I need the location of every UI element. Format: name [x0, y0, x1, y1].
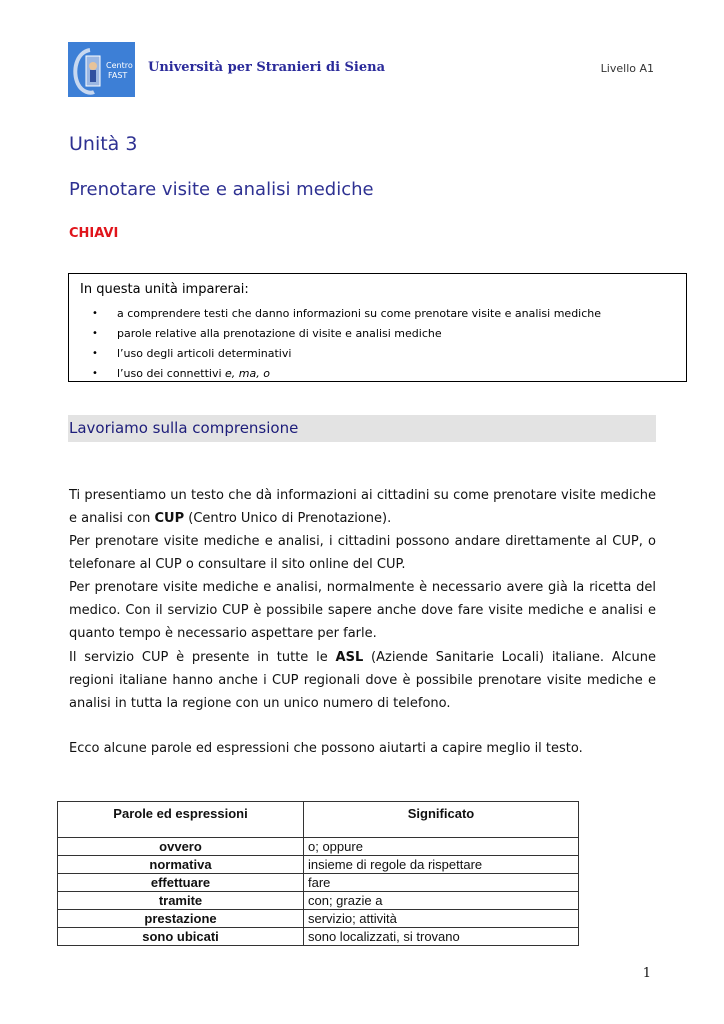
learning-objectives-heading: In questa unità imparerai: [80, 282, 249, 297]
unit-title: Unità 3 [69, 133, 138, 155]
level-label: Livello A1 [600, 62, 654, 75]
paragraph-text: (Aziende Sanitarie Locali) italiane. Alcune regioni italiane hanno anche i CUP regionali dove è possibile prenotare visite mediche e analisi in tutta la regione con un unico numero di telefono. [69, 650, 656, 711]
table-row [58, 892, 579, 910]
section-heading-bar [68, 415, 656, 442]
term-cell: effettuare [58, 874, 304, 892]
centro-fast-logo [68, 42, 135, 97]
table-row [58, 856, 579, 874]
paragraph-intro [69, 484, 656, 530]
column-header-meaning: Significato [304, 802, 579, 838]
term-cell: prestazione [58, 910, 304, 928]
meaning-cell: o; oppure [304, 838, 579, 856]
paragraph-text: Il servizio CUP è presente in tutte le [69, 650, 336, 665]
meaning-cell: servizio; attività [304, 910, 579, 928]
learning-objectives-list [69, 304, 601, 384]
term-cell: tramite [58, 892, 304, 910]
vocabulary-table [57, 801, 579, 946]
learning-objectives-box [68, 273, 687, 382]
cup-bold: CUP [154, 511, 185, 526]
term-cell: sono ubicati [58, 928, 304, 946]
table-header-row [58, 802, 579, 838]
section-heading: Lavoriamo sulla comprensione [69, 419, 299, 437]
logo-text-top: Centro [106, 61, 133, 70]
meaning-cell: con; grazie a [304, 892, 579, 910]
paragraph-prescription: Per prenotare visite mediche e analisi, normalmente è necessario avere già la ricetta del medico. Con il servizio CUP è possibile sapere anche dove fare visite mediche e analisi e quanto tempo è necessario aspettare per farle. [69, 580, 656, 641]
column-header-terms: Parole ed espressioni [58, 802, 304, 838]
term-cell: normativa [58, 856, 304, 874]
table-row [58, 874, 579, 892]
meaning-cell: fare [304, 874, 579, 892]
paragraph-text: Ti presentiamo un testo che dà informazioni ai cittadini su come prenotare visite mediche e analisi con [69, 488, 656, 526]
unit-subtitle: Prenotare visite e analisi mediche [69, 179, 374, 200]
page-number: 1 [642, 966, 651, 981]
table-row [58, 838, 579, 856]
meaning-cell: insieme di regole da rispettare [304, 856, 579, 874]
table-row [58, 910, 579, 928]
asl-bold: ASL [335, 650, 364, 665]
logo-text-bottom: FAST [108, 71, 128, 80]
meaning-cell: sono localizzati, si trovano [304, 928, 579, 946]
paragraph-text: (Centro Unico di Prenotazione). [184, 511, 392, 526]
paragraph-booking-methods: Per prenotare visite mediche e analisi, i cittadini possono andare direttamente al CUP, o telefonare al CUP o consultare il sito online del CUP. [69, 534, 656, 572]
list-item: • l’uso degli articoli determinativi [69, 344, 601, 364]
list-item: • parole relative alla prenotazione di visite e analisi mediche [69, 324, 601, 344]
key-label: CHIAVI [69, 226, 119, 241]
list-item-text: l’uso dei connettivi [117, 367, 226, 380]
table-row [58, 928, 579, 946]
term-cell: ovvero [58, 838, 304, 856]
list-item [69, 364, 601, 384]
connectives-italic: e, ma, o [225, 367, 270, 380]
list-item: • a comprendere testi che danno informazioni su come prenotare visite e analisi mediche [69, 304, 601, 324]
university-name: Università per Stranieri di Siena [148, 60, 386, 75]
paragraph-vocabulary-intro: Ecco alcune parole ed espressioni che possono aiutarti a capire meglio il testo. [69, 741, 583, 756]
paragraph-asl [69, 646, 656, 715]
